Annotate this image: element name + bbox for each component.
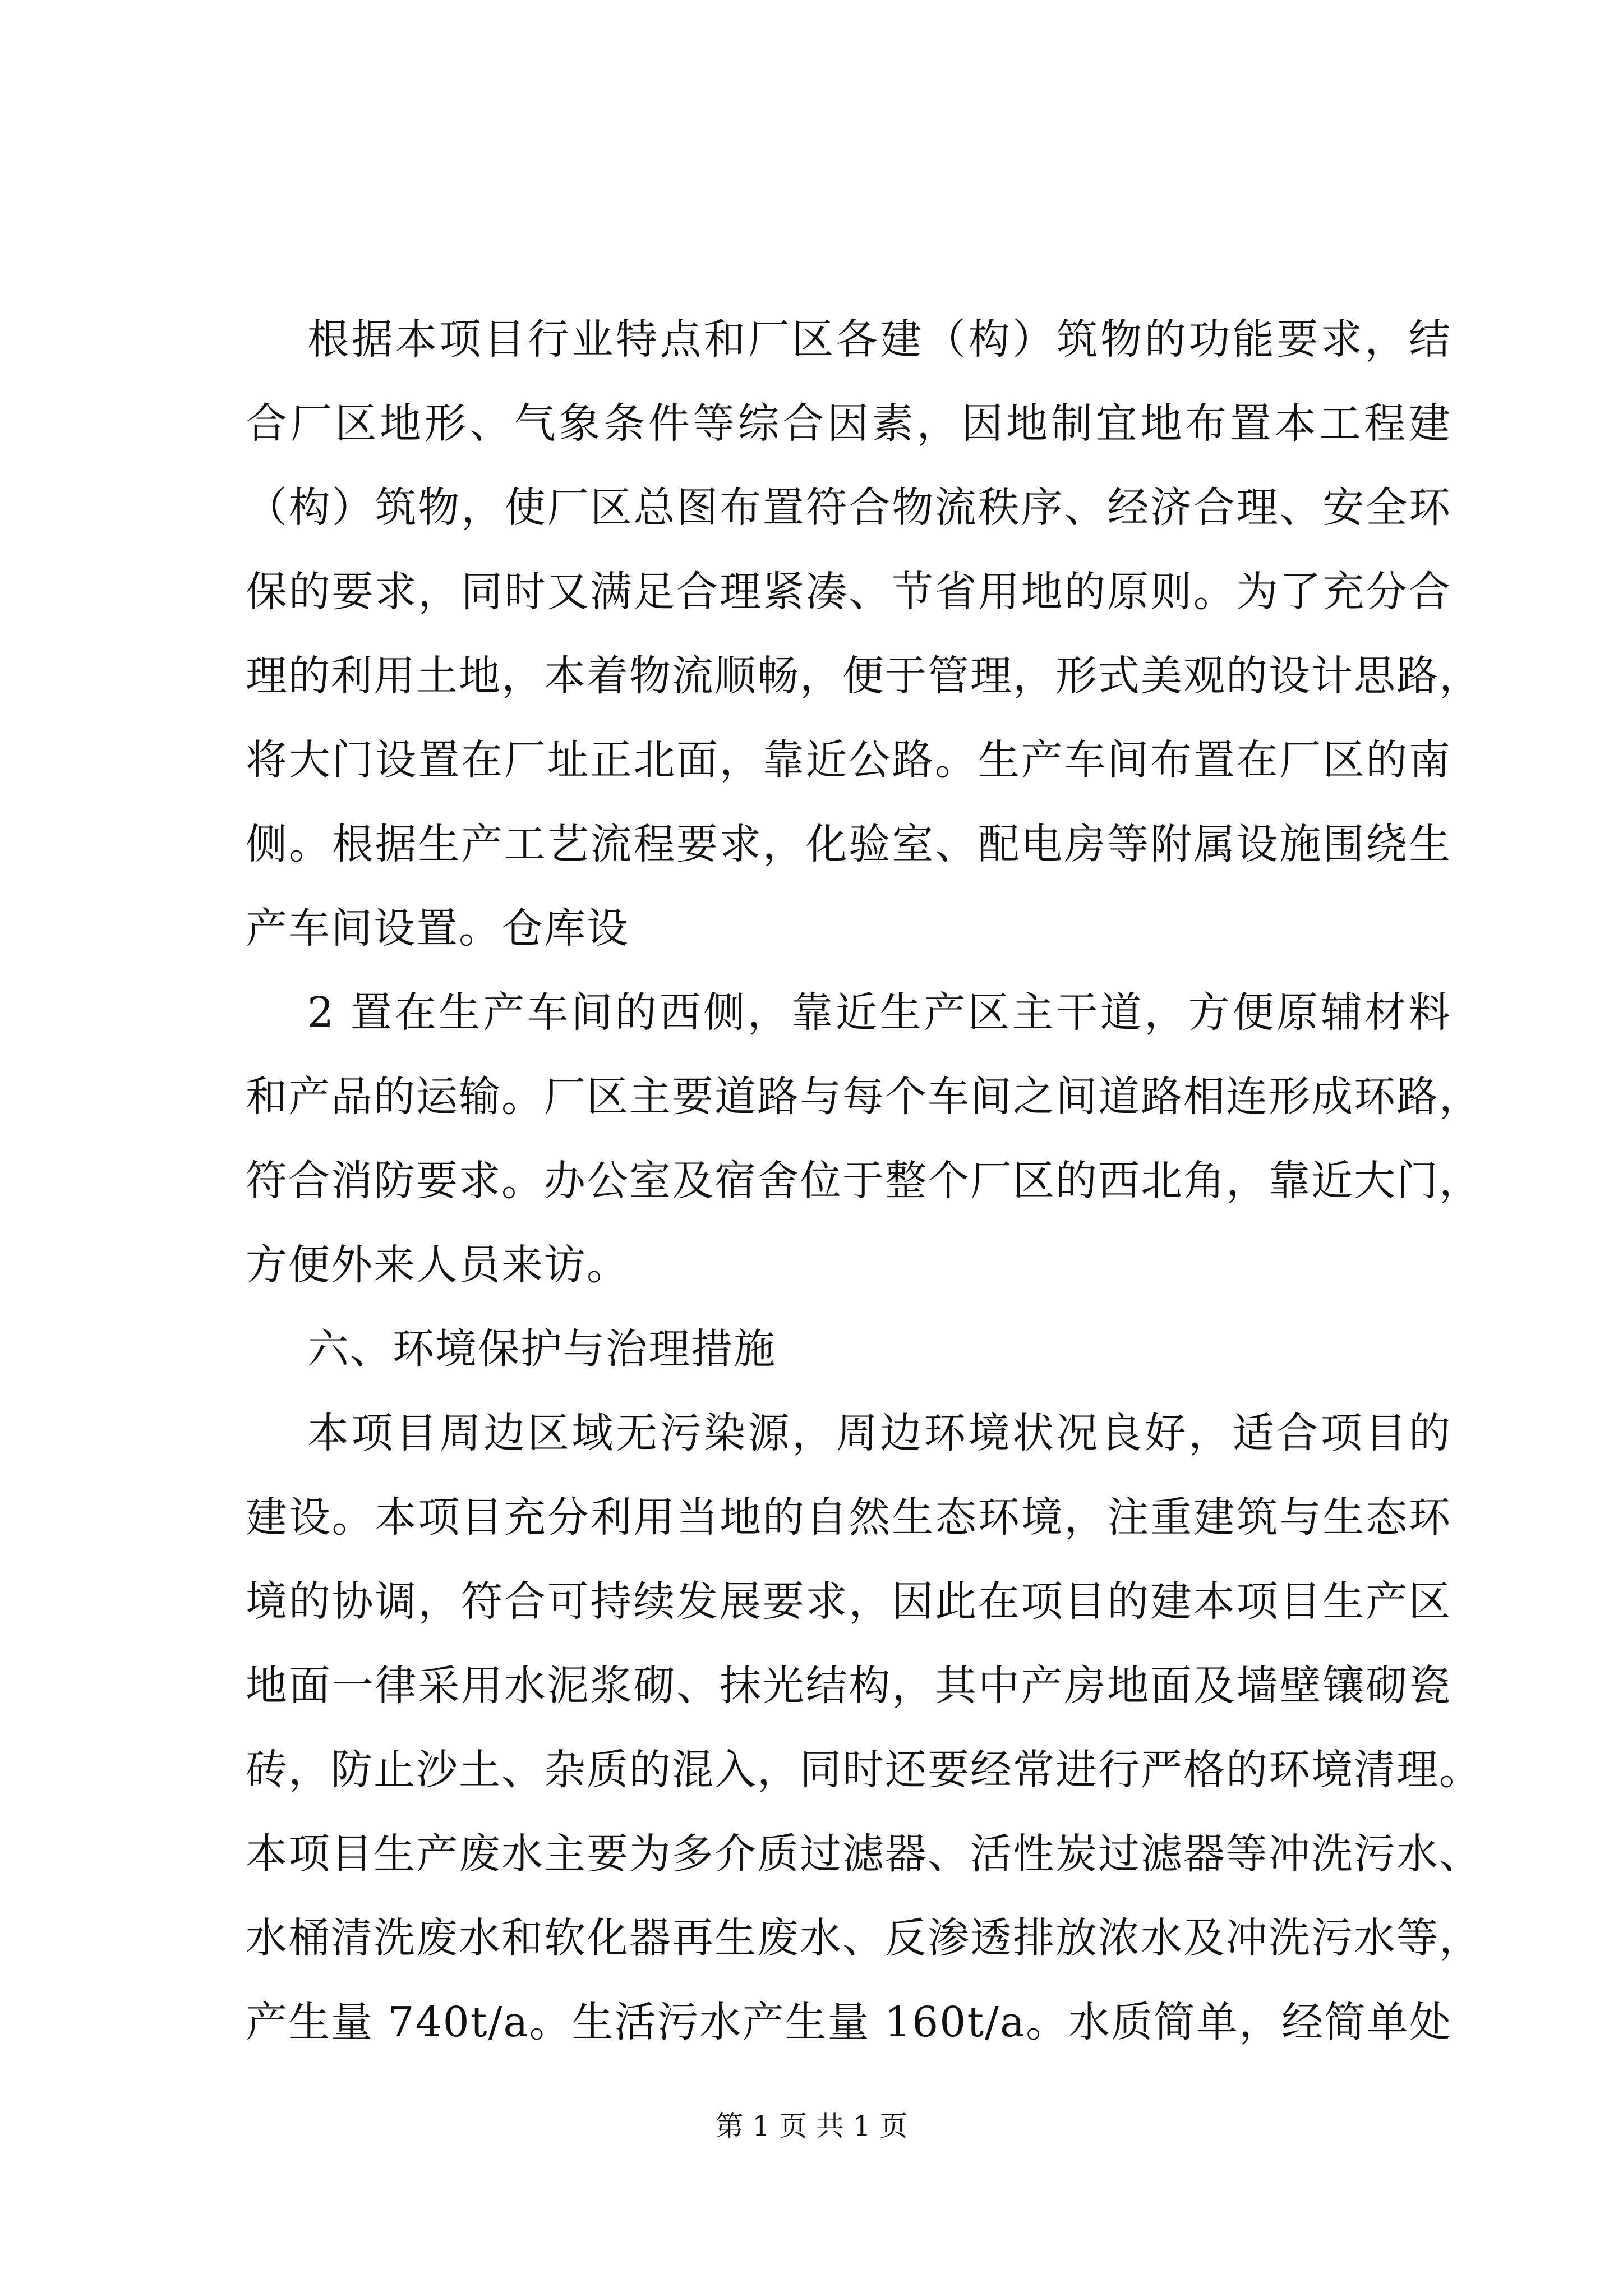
section-heading: 六、环境保护与治理措施 bbox=[307, 1325, 776, 1373]
paragraph-line: 砖，防止沙土、杂质的混入，同时还要经常进行严格的环境清理。 bbox=[246, 1746, 1482, 1794]
paragraph-line: 水桶清洗废水和软化器再生废水、反渗透排放浓水及冲洗污水等， bbox=[246, 1914, 1482, 1962]
paragraph-line: 符合消防要求。办公室及宿舍位于整个厂区的西北角，靠近大门， bbox=[246, 1157, 1482, 1205]
paragraph-line: 建设。本项目充分利用当地的自然生态环境，注重建筑与生态环 bbox=[246, 1493, 1451, 1542]
paragraph-line: 产生量 740t/a。生活污水产生量 160t/a。水质简单，经简单处 bbox=[246, 1998, 1453, 2046]
paragraph-line: 和产品的运输。厂区主要道路与每个车间之间道路相连形成环路， bbox=[246, 1073, 1482, 1121]
paragraph-line: 地面一律采用水泥浆砌、抹光结构，其中产房地面及墙壁镶砌瓷 bbox=[246, 1662, 1451, 1710]
paragraph-line: 方便外来人员来访。 bbox=[246, 1241, 629, 1289]
paragraph-line: 保的要求，同时又满足合理紧凑、节省用地的原则。为了充分合 bbox=[246, 568, 1451, 616]
paragraph-line: 本项目生产废水主要为多介质过滤器、活性炭过滤器等冲洗污水、 bbox=[246, 1830, 1482, 1878]
paragraph-line: 合厂区地形、气象条件等综合因素，因地制宜地布置本工程建 bbox=[246, 399, 1451, 448]
page-number-footer: 第 1 页 共 1 页 bbox=[715, 2110, 908, 2142]
paragraph-line: （构）筑物，使厂区总图布置符合物流秩序、经济合理、安全环 bbox=[246, 484, 1451, 532]
paragraph-line: 根据本项目行业特点和厂区各建（构）筑物的功能要求，结 bbox=[307, 315, 1451, 364]
body-text bbox=[246, 297, 1482, 2064]
paragraph-line: 本项目周边区域无污染源，周边环境状况良好，适合项目的 bbox=[307, 1409, 1451, 1457]
paragraph-line: 产车间设置。仓库设 bbox=[246, 904, 629, 953]
paragraph-line: 境的协调，符合可持续发展要求，因此在项目的建本项目生产区 bbox=[246, 1577, 1451, 1626]
paragraph-line: 理的利用土地，本着物流顺畅，便于管理，形式美观的设计思路， bbox=[246, 652, 1482, 700]
paragraph-line: 侧。根据生产工艺流程要求，化验室、配电房等附属设施围绕生 bbox=[246, 820, 1451, 868]
paragraph-line: 2 置在生产车间的西侧，靠近生产区主干道，方便原辅材料 bbox=[307, 988, 1451, 1037]
paragraph-line: 将大门设置在厂址正北面，靠近公路。生产车间布置在厂区的南 bbox=[246, 736, 1451, 784]
